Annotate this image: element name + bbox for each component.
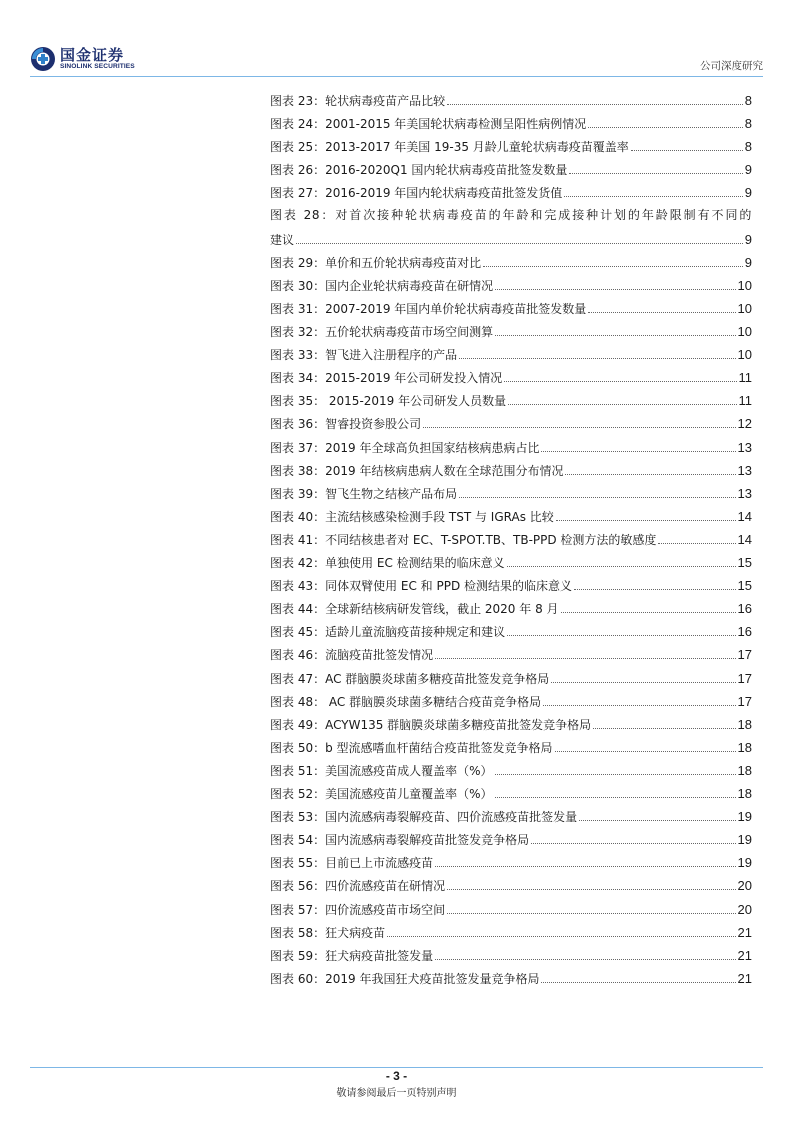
toc-entry-label: 图表 30：国内企业轮状病毒疫苗在研情况 xyxy=(270,278,494,293)
toc-entry[interactable] xyxy=(270,254,752,270)
toc-entry-label: 图表 51：美国流感疫苗成人覆盖率（%） xyxy=(270,763,493,778)
toc-entry-label: 图表 35： 2015-2019 年公司研发人员数量 xyxy=(270,394,507,409)
toc-entry-label: 图表 40：主流结核感染检测手段 TST 与 IGRAs 比较 xyxy=(270,509,554,524)
toc-leader-dots xyxy=(508,404,736,405)
toc-leader-dots xyxy=(541,451,735,452)
toc-entry-label: 图表 24：2001-2015 年美国轮状病毒检测呈阳性病例情况 xyxy=(270,117,587,132)
toc-entry[interactable] xyxy=(270,115,752,131)
toc-entry-page: 13 xyxy=(737,462,752,478)
toc-entry-page: 18 xyxy=(737,786,752,801)
page-number: - 3 - xyxy=(385,1069,408,1083)
toc-leader-dots xyxy=(658,543,735,544)
toc-entry-page: 17 xyxy=(737,693,752,709)
toc-entry-label: 图表 38：2019 年结核病患病人数在全球范围分布情况 xyxy=(270,463,564,478)
toc-entry-label: 图表 42：单独使用 EC 检测结果的临床意义 xyxy=(270,556,505,570)
report-type-label: 公司深度研究 xyxy=(700,60,763,72)
toc-leader-dots xyxy=(435,658,735,659)
toc-leader-dots xyxy=(483,266,743,267)
toc-entry-label: 图表 54：国内流感病毒裂解疫苗批签发竞争格局 xyxy=(270,833,530,848)
toc-entry-page: 19 xyxy=(737,832,752,848)
toc-leader-dots xyxy=(543,705,735,706)
toc-entry-page: 21 xyxy=(737,924,752,940)
toc-entry-page: 16 xyxy=(737,624,752,640)
toc-entry-label: 图表 37：2019 年全球高负担国家结核病患病占比 xyxy=(270,440,540,455)
toc-entry-label: 图表 32：五价轮状病毒疫苗市场空间测算 xyxy=(270,325,494,339)
toc-entry[interactable] xyxy=(270,670,752,686)
toc-entry-label: 图表 36：智睿投资参股公司 xyxy=(270,417,422,432)
toc-leader-dots xyxy=(588,312,735,313)
toc-entry-label: 图表 56：四价流感疫苗在研情况 xyxy=(270,879,446,894)
toc-entry-page: 18 xyxy=(737,739,752,755)
toc-leader-dots xyxy=(447,889,735,890)
toc-leader-dots xyxy=(387,936,735,937)
toc-leader-dots xyxy=(435,866,735,867)
toc-entry-page: 21 xyxy=(737,970,752,986)
toc-entry[interactable] xyxy=(270,439,752,455)
toc-entry[interactable] xyxy=(270,369,752,385)
toc-entry[interactable] xyxy=(270,415,752,431)
toc-entry-page: 10 xyxy=(737,347,752,363)
toc-leader-dots xyxy=(447,913,735,914)
toc-entry[interactable] xyxy=(270,392,752,408)
toc-entry-page: 10 xyxy=(737,277,752,293)
toc-leader-dots xyxy=(504,381,736,382)
toc-leader-dots xyxy=(495,797,736,798)
toc-entry-page: 11 xyxy=(738,370,752,386)
toc-entry-label: 图表 60：2019 年我国狂犬疫苗批签发量竞争格局 xyxy=(270,971,540,986)
toc-entry[interactable] xyxy=(270,693,752,709)
toc-entry[interactable] xyxy=(270,161,752,177)
toc-entry-page: 12 xyxy=(737,416,752,432)
toc-entry-label: 图表 52：美国流感疫苗儿童覆盖率（%） xyxy=(270,787,493,801)
logo-chinese-name: 国金证券 xyxy=(60,46,125,64)
toc-entry-label: 图表 33：智飞进入注册程序的产品 xyxy=(270,348,458,363)
toc-entry[interactable] xyxy=(270,877,752,893)
toc-entry-page: 16 xyxy=(737,601,752,617)
toc-entry[interactable] xyxy=(270,231,752,247)
toc-entry-label[interactable]: 图表 28：对首次接种轮状病毒疫苗的年龄和完成接种计划的年龄限制有不同的 xyxy=(270,207,752,222)
toc-entry-page: 8 xyxy=(744,139,752,155)
toc-leader-dots xyxy=(588,127,742,128)
toc-entry-label: 图表 34：2015-2019 年公司研发投入情况 xyxy=(270,371,503,386)
toc-leader-dots xyxy=(495,335,735,336)
toc-leader-dots xyxy=(459,358,735,359)
toc-entry-page: 18 xyxy=(737,762,752,778)
toc-entry-page: 9 xyxy=(744,254,752,270)
toc-entry[interactable] xyxy=(270,323,752,339)
toc-entry-page: 20 xyxy=(737,878,752,894)
toc-leader-dots xyxy=(574,589,736,590)
toc-leader-dots xyxy=(459,497,735,498)
toc-entry[interactable] xyxy=(270,646,752,662)
toc-entry-page: 17 xyxy=(737,647,752,663)
toc-entry[interactable] xyxy=(270,346,752,362)
toc-entry[interactable] xyxy=(270,924,752,940)
toc-entry-label: 图表 43：同体双臂使用 EC 和 PPD 检测结果的临床意义 xyxy=(270,579,573,594)
toc-entry-label: 图表 23：轮状病毒疫苗产品比较 xyxy=(270,94,446,108)
toc-leader-dots xyxy=(555,751,736,752)
toc-entry[interactable] xyxy=(270,277,752,293)
toc-entry-page: 14 xyxy=(737,531,752,547)
toc-leader-dots xyxy=(435,959,735,960)
footer-disclaimer: 敬请参阅最后一页特别声明 xyxy=(336,1088,457,1099)
toc-entry-page: 10 xyxy=(737,324,752,339)
toc-leader-dots xyxy=(296,243,743,244)
page-header xyxy=(30,44,763,74)
toc-leader-dots xyxy=(531,843,735,844)
toc-entry-page: 19 xyxy=(737,809,752,825)
toc-entry[interactable] xyxy=(270,785,752,801)
toc-leader-dots xyxy=(556,520,736,521)
toc-leader-dots xyxy=(447,104,743,105)
toc-entry[interactable] xyxy=(270,808,752,824)
toc-leader-dots xyxy=(631,150,743,151)
toc-entry[interactable] xyxy=(270,901,752,917)
toc-entry-label: 图表 46：流脑疫苗批签发情况 xyxy=(270,648,434,663)
toc-entry-page: 13 xyxy=(737,439,752,455)
toc-entry-label: 图表 50：b 型流感嗜血杆菌结合疫苗批签发竞争格局 xyxy=(270,740,553,755)
logo-english-name: SINOLINK SECURITIES xyxy=(60,63,135,70)
toc-entry[interactable] xyxy=(270,554,752,570)
toc-entry[interactable] xyxy=(270,762,752,778)
toc-entry-label: 图表 31：2007-2019 年国内单价轮状病毒疫苗批签发数量 xyxy=(270,301,587,316)
toc-entry-label: 图表 26：2016-2020Q1 国内轮状病毒疫苗批签发数量 xyxy=(270,163,568,178)
toc-entry-page: 19 xyxy=(737,855,752,871)
toc-entry-label: 图表 29：单价和五价轮状病毒疫苗对比 xyxy=(270,255,482,270)
toc-entry[interactable] xyxy=(270,623,752,639)
toc-leader-dots xyxy=(495,289,735,290)
footer-divider xyxy=(30,1067,763,1068)
toc-entry-label: 图表 27：2016-2019 年国内轮状病毒疫苗批签发货值 xyxy=(270,186,563,201)
toc-entry-label: 图表 49：ACYW135 群脑膜炎球菌多糖疫苗批签发竞争格局 xyxy=(270,717,592,732)
toc-entry[interactable] xyxy=(270,577,752,593)
toc-entry[interactable] xyxy=(270,531,752,547)
toc-leader-dots xyxy=(564,196,742,197)
toc-entry-page: 9 xyxy=(744,231,752,247)
toc-leader-dots xyxy=(569,173,742,174)
toc-entry-label: 图表 39：智飞生物之结核产品布局 xyxy=(270,486,458,501)
toc-entry[interactable] xyxy=(270,600,752,616)
toc-leader-dots xyxy=(423,427,735,428)
toc-entry-label: 图表 53：国内流感病毒裂解疫苗、四价流感疫苗批签发量 xyxy=(270,810,578,825)
toc-entry-page: 14 xyxy=(737,508,752,524)
toc-entry[interactable] xyxy=(270,462,752,478)
toc-entry-page: 15 xyxy=(737,578,752,594)
sinolink-logo-icon xyxy=(30,46,56,72)
toc-leader-dots xyxy=(593,728,735,729)
toc-entry-page: 15 xyxy=(737,555,752,570)
toc-leader-dots xyxy=(507,635,735,636)
toc-entry[interactable] xyxy=(270,508,752,524)
toc-leader-dots xyxy=(561,612,736,613)
toc-entry-label: 图表 47：AC 群脑膜炎球菌多糖疫苗批签发竞争格局 xyxy=(270,671,550,686)
toc-entry-label: 图表 55：目前已上市流感疫苗 xyxy=(270,856,434,871)
toc-entry-page: 11 xyxy=(738,393,752,409)
toc-entry-page: 18 xyxy=(737,716,752,732)
header-divider xyxy=(30,76,763,77)
toc-entry[interactable] xyxy=(270,92,752,108)
toc-entry-label: 图表 48： AC 群脑膜炎球菌多糖结合疫苗竞争格局 xyxy=(270,694,542,709)
toc-leader-dots xyxy=(565,474,735,475)
toc-entry[interactable] xyxy=(270,138,752,154)
toc-leader-dots xyxy=(579,820,735,821)
toc-entry-label-continued: 建议 xyxy=(270,232,295,247)
toc-entry-page: 8 xyxy=(744,93,752,108)
toc-entry-label: 图表 44：全球新结核病研发管线，截止 2020 年 8 月 xyxy=(270,602,559,617)
toc-entry-page: 8 xyxy=(744,116,752,132)
toc-entry-page: 10 xyxy=(737,300,752,316)
toc-entry[interactable] xyxy=(270,854,752,870)
toc-entry-label: 图表 59：狂犬病疫苗批签发量 xyxy=(270,948,434,963)
toc-entry-page: 21 xyxy=(737,947,752,963)
toc-entry[interactable] xyxy=(270,947,752,963)
toc-entry-page: 9 xyxy=(744,162,752,178)
toc-entry[interactable] xyxy=(270,716,752,732)
toc-entry-page: 17 xyxy=(737,670,752,686)
toc-entry[interactable] xyxy=(270,485,752,501)
toc-entry-page: 9 xyxy=(744,185,752,201)
toc-entry-label: 图表 25：2013-2017 年美国 19-35 月龄儿童轮状病毒疫苗覆盖率 xyxy=(270,140,629,155)
toc-entry-label: 图表 45：适龄儿童流脑疫苗接种规定和建议 xyxy=(270,625,506,640)
toc-entry-page: 20 xyxy=(737,901,752,917)
toc-leader-dots xyxy=(541,982,735,983)
toc-entry[interactable] xyxy=(270,300,752,316)
toc-entry-page: 13 xyxy=(737,485,752,501)
toc-entry-label: 图表 57：四价流感疫苗市场空间 xyxy=(270,902,446,917)
toc-entry[interactable] xyxy=(270,739,752,755)
toc-leader-dots xyxy=(551,682,735,683)
toc-entry[interactable] xyxy=(270,184,752,200)
toc-entry-label: 图表 41：不同结核患者对 EC、T-SPOT.TB、TB-PPD 检测方法的敏感度 xyxy=(270,532,657,547)
toc-leader-dots xyxy=(495,774,736,775)
toc-leader-dots xyxy=(507,566,736,567)
toc-entry[interactable] xyxy=(270,970,752,986)
toc-entry[interactable] xyxy=(270,831,752,847)
toc-entry-label: 图表 58：狂犬病疫苗 xyxy=(270,925,386,940)
